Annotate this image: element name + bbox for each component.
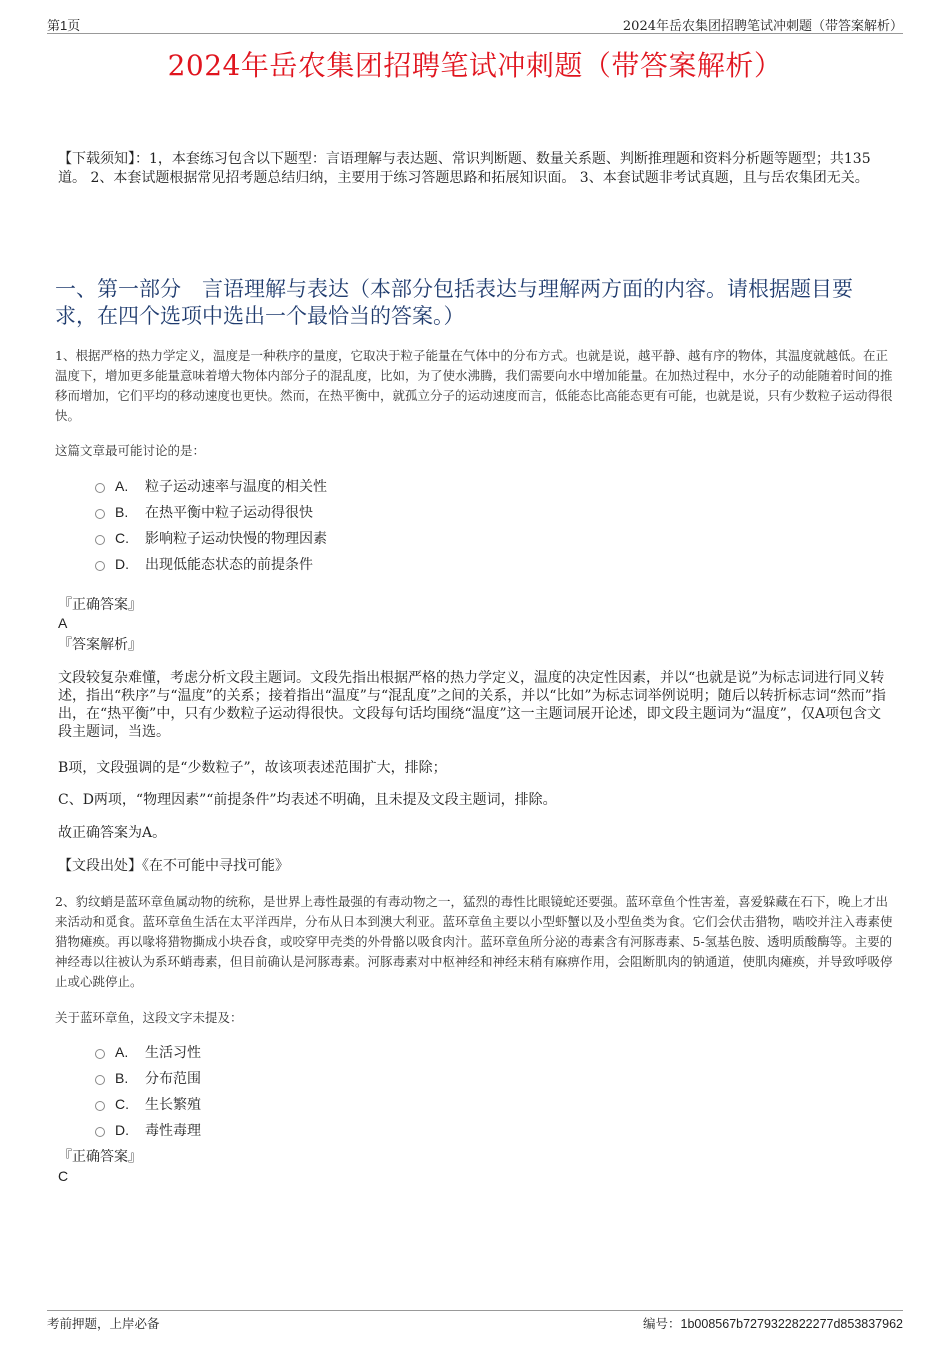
radio-icon[interactable] [95,1075,105,1085]
question-2-prompt: 关于蓝环章鱼，这段文字未提及： [55,1010,243,1025]
option-d[interactable]: D. 毒性毒理 [95,1117,201,1143]
section-heading: 一、第一部分 言语理解与表达（本部分包括表达与理解两方面的内容。请根据题目要求，在四个选项中选出一个最恰当的答案。） [55,277,853,328]
radio-icon[interactable] [95,1049,105,1059]
page-footer [47,1310,903,1331]
correct-answer: C [58,1168,69,1184]
footer-id: 编号：1b008567b7279322822277d853837962 [643,1316,903,1331]
question-2-text: 2、豹纹蛸是蓝环章鱼属动物的统称，是世界上毒性最强的有毒动物之一，猛烈的毒性比眼镜蛇还要强。蓝环章鱼个性害羞，喜爱躲藏在石下，晚上才出来活动和觅食。蓝环章鱼生活在太平洋西岸，分布从日本到澳大利亚。蓝环章鱼主要以小型虾蟹以及小型鱼类为食。它们会伏击猎物，啮咬并注入毒素使猎物瘫痪。再以喙将猎物撕成小块吞食，或咬穿甲壳类的外骨骼以吸食肉汁。蓝环章鱼所分泌的毒素含有河豚毒素、5-氢基色胺、透明质酸酶等。主要的神经毒以往被认为系环蛸毒素，但目前确认是河豚毒素。河豚毒素对中枢神经和神经末稍有麻痹作用，会阻断肌肉的钠通道，使肌肉瘫痪，并导致呼吸停止或心跳停止。 [55,894,893,989]
analysis-paragraph: C、D两项，“物理因素”“前提条件”均表述不明确，且未提及文段主题词，排除。 [58,792,557,808]
radio-icon[interactable] [95,483,105,493]
option-d[interactable]: D. 出现低能态状态的前提条件 [95,551,327,577]
analysis-paragraph: 故正确答案为A。 [58,825,167,841]
question-1-text: 1、根据严格的热力学定义，温度是一种秩序的量度，它取决于粒子能量在气体中的分布方式。也就是说，越平静、越有序的物体，其温度就越低。在正温度下，增加更多能量意味着增大物体内部分子的混乱度，比如，为了使水沸腾，我们需要向水中增加能量。在加热过程中，水分子的动能随着时间的推移而增加，它们平均的移动速度也更快。然而，在热平衡中，就孤立分子的运动速度而言，低能态比高能态更有可能，也就是说，只有少数粒子运动得很快。 [55,348,893,423]
radio-icon[interactable] [95,535,105,545]
radio-icon[interactable] [95,1127,105,1137]
source-citation: 【文段出处】《在不可能中寻找可能》 [58,858,289,874]
page-number: 第1页 [47,18,81,33]
correct-answer: A [58,615,68,631]
radio-icon[interactable] [95,1101,105,1111]
option-b[interactable]: B. 分布范围 [95,1065,201,1091]
answer-label: 『正确答案』 [58,1149,142,1165]
footer-slogan: 考前押题，上岸必备 [47,1316,160,1331]
download-notice: 【下载须知】：1，本套练习包含以下题型：言语理解与表达题、常识判断题、数量关系题、判断推理题和资料分析题等题型；共135道。 2、本套试题根据常见招考题总结归纳，主要用于练习答题思路和拓展知识面。 3、本套试题非考试真题，且与岳农集团无关。 [58,151,871,186]
radio-icon[interactable] [95,509,105,519]
page-header [47,15,903,34]
option-b[interactable]: B. 在热平衡中粒子运动得很快 [95,499,327,525]
analysis-label: 『答案解析』 [58,637,142,653]
document-title: 2024年岳农集团招聘笔试冲刺题（带答案解析） [167,49,783,82]
option-a[interactable]: A. 生活习性 [95,1039,201,1065]
analysis-paragraph: 文段较复杂难懂，考虑分析文段主题词。文段先指出根据严格的热力学定义，温度的决定性因素，并以“也就是说”为标志词进行同义转述，指出“秩序”与“温度”的关系；接着指出“温度”与“混乱度”之间的关系，并以“比如”为标志词举例说明；随后以转折标志词“然而”指出，在“热平衡”中，只有少数粒子运动得很快。文段每句话均围绕“温度”这一主题词展开论述，即文段主题词为“温度”，仅A项包含文段主题词，当选。 [58,670,886,740]
question-2-options [95,1039,201,1143]
option-a[interactable]: A. 粒子运动速率与温度的相关性 [95,473,327,499]
question-1-options [95,473,327,577]
header-doc-title: 2024年岳农集团招聘笔试冲刺题（带答案解析） [622,19,903,34]
radio-icon[interactable] [95,561,105,571]
option-c[interactable]: C. 生长繁殖 [95,1091,201,1117]
option-c[interactable]: C. 影响粒子运动快慢的物理因素 [95,525,327,551]
analysis-paragraph: B项，文段强调的是“少数粒子”，故该项表述范围扩大，排除； [58,760,447,776]
question-1-prompt: 这篇文章最可能讨论的是： [55,443,206,458]
answer-label: 『正确答案』 [58,597,142,613]
